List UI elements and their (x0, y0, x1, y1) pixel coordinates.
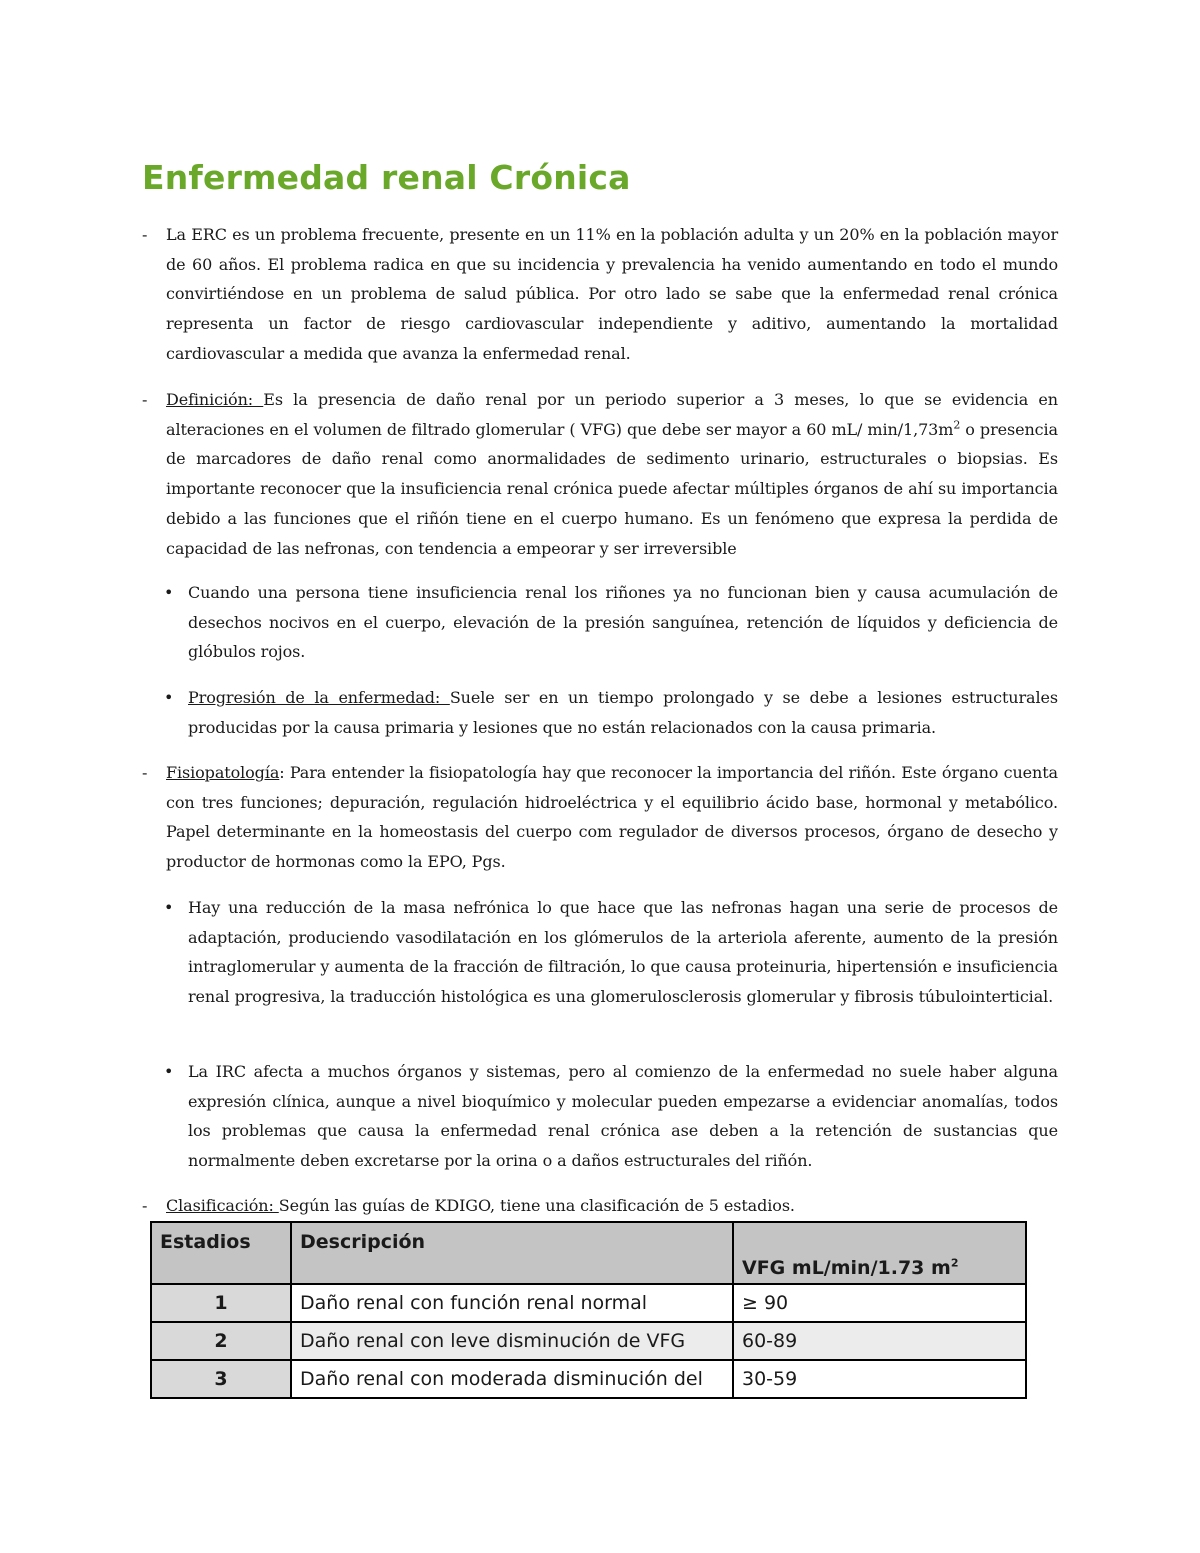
description-cell: Daño renal con moderada disminución del (291, 1360, 733, 1398)
bullet-marker: • (164, 688, 174, 707)
header-vfg-text: VFG mL/min/1.73 m (742, 1257, 951, 1279)
vfg-cell: 30-59 (733, 1360, 1026, 1398)
definicion-text-a: Es la presencia de daño renal por un periodo superior a 3 meses, lo que se evidencia en alteraciones en el volumen de filtrado glomerular ( VFG) que debe ser mayor a 60 mL/ min/1,73m (166, 390, 1058, 439)
bullet-irc-text: La IRC afecta a muchos órganos y sistemas, pero al comienzo de la enfermedad no suele haber alguna expresión clínica, aunque a nivel bioquímico y molecular pueden empezarse a evidenciar anomalías, todos los problemas que causa la enfermedad renal crónica ase deben a la retención de sustancias que normalmente deben excretarse por la orina o a daños estructurales del riñón. (188, 1062, 1058, 1171)
progresion-paragraph (188, 683, 1058, 742)
list-item-intro (142, 220, 1058, 369)
description-cell: Daño renal con leve disminución de VFG (291, 1322, 733, 1360)
fisiopatologia-paragraph (166, 758, 1058, 877)
description-cell: Daño renal con función renal normal (291, 1284, 733, 1322)
stage-cell: 1 (151, 1284, 291, 1322)
table-row (151, 1284, 1026, 1322)
bullet-marker: • (164, 583, 174, 602)
list-item-fisiopatologia (142, 758, 1058, 877)
fisiopatologia-text: : Para entender la fisiopatología hay que reconocer la importancia del riñón. Este órgano cuenta con tres funciones; depuración, regulación hidroeléctrica y el equilibrio ácido base, hormonal y metabólico. Papel determinante en la homeostasis del cuerpo com regulador de diversos procesos, órgano de desecho y productor de hormonas como la EPO, Pgs. (166, 763, 1058, 872)
bullet-marker: • (164, 898, 174, 917)
table-header-row (151, 1222, 1026, 1284)
dash-marker: - (142, 1196, 148, 1215)
list-item-clasificacion (142, 1191, 1058, 1221)
definicion-paragraph (166, 385, 1058, 563)
header-descripcion: Descripción (291, 1222, 733, 1284)
definicion-text-b: o presencia de marcadores de daño renal como anormalidades de sedimento urinario, estructurales o biopsias. Es importante reconocer que la insuficiencia renal crónica puede afectar múltiples órganos de ahí su importancia debido a las funciones que el riñón tiene en el cuerpo humano. Es un fenómeno que expresa la perdida de capacidad de las nefronas, con tendencia a empeorar y ser irreversible (166, 419, 1058, 558)
vfg-cell: ≥ 90 (733, 1284, 1026, 1322)
header-estadios: Estadios (151, 1222, 291, 1284)
bullet-insuficiencia-text: Cuando una persona tiene insuficiencia renal los riñones ya no funcionan bien y causa acumulación de desechos nocivos en el cuerpo, elevación de la presión sanguínea, retención de líquidos y deficiencia de glóbulos rojos. (188, 583, 1058, 662)
progresion-label: Progresión de la enfermedad: (188, 688, 450, 707)
page-title: Enfermedad renal Crónica (142, 158, 631, 197)
dash-marker: - (142, 390, 148, 409)
header-vfg-sup: 2 (950, 1256, 959, 1270)
clasificacion-text: Según las guías de KDIGO, tiene una clasificación de 5 estadios. (278, 1196, 795, 1215)
vfg-cell: 60-89 (733, 1322, 1026, 1360)
intro-paragraph: La ERC es un problema frecuente, presente en un 11% en la población adulta y un 20% en la población mayor de 60 años. El problema radica en que su incidencia y prevalencia ha venido aumentando en todo el mundo convirtiéndose en un problema de salud pública. Por otro lado se sabe que la enfermedad renal crónica representa un factor de riesgo cardiovascular independiente y aditivo, aumentando la mortalidad cardiovascular a medida que avanza la enfermedad renal. (166, 225, 1058, 363)
bullet-item-irc (142, 1057, 1058, 1176)
progresion-text: Suele ser en un tiempo prolongado y se debe a lesiones estructurales producidas por la causa primaria y lesiones que no están relacionados con la causa primaria. (188, 688, 1058, 737)
stage-cell: 3 (151, 1360, 291, 1398)
dash-marker: - (142, 225, 148, 244)
bullet-masa-nefronica-text: Hay una reducción de la masa nefrónica lo que hace que las nefronas hagan una serie de procesos de adaptación, produciendo vasodilatación en los glómerulos de la arteriola aferente, aumento de la presión intraglomerular y aumenta de la fracción de filtración, lo que causa proteinuria, hipertensión e insuficiencia renal progresiva, la traducción histológica es una glomerulosclerosis glomerular y fibrosis túbulointerticial. (188, 898, 1058, 1007)
bullet-item-progresion (142, 683, 1058, 742)
clasificacion-label: Clasificación: (166, 1196, 279, 1215)
stages-table (150, 1221, 1027, 1399)
header-vfg (733, 1222, 1026, 1284)
bullet-item-masa-nefronica (142, 893, 1058, 1012)
stage-cell: 2 (151, 1322, 291, 1360)
clasificacion-paragraph (166, 1191, 1058, 1221)
superscript: 2 (953, 418, 961, 432)
bullet-marker: • (164, 1062, 174, 1081)
table-row (151, 1360, 1026, 1398)
table-row (151, 1322, 1026, 1360)
list-item-definicion (142, 385, 1058, 563)
fisiopatologia-label: Fisiopatología (166, 763, 280, 782)
bullet-item-insuficiencia (142, 578, 1058, 667)
definicion-label: Definición: (166, 390, 264, 409)
dash-marker: - (142, 763, 148, 782)
